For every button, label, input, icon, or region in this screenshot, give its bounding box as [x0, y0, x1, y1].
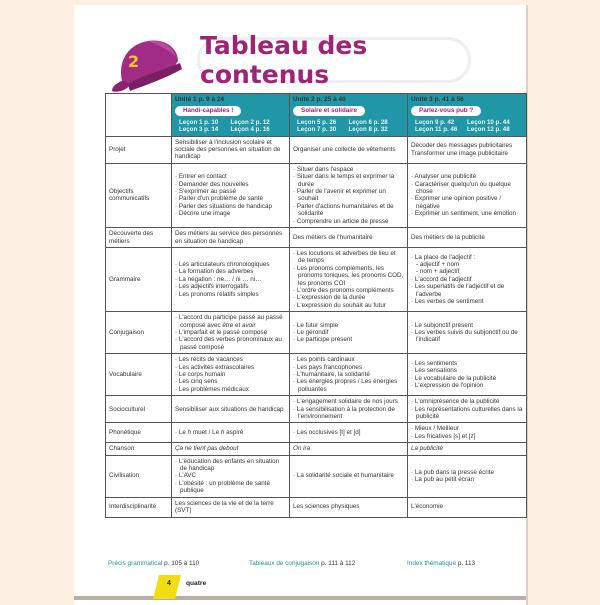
list-item: · Exprimer un sentiment, une émotion — [411, 210, 523, 217]
page-title: Tableau des contenus — [200, 31, 368, 89]
row-label: Interdisciplinarité — [106, 497, 172, 517]
list-item: · L'accord des verbes pronominaux au passé composé — [175, 336, 286, 351]
lesson-link: Leçon 1 p. 10 — [179, 118, 219, 126]
list-item: · Parler des situations de handicap — [175, 203, 286, 210]
row-chanson — [106, 443, 527, 455]
list-item: · Les pays francophones — [293, 364, 404, 371]
lesson-link: Leçon 10 p. 44 — [467, 118, 510, 126]
unit-title: Unité 3 p. 41 à 56 — [411, 96, 464, 103]
cell-u3: La publicité — [408, 443, 527, 455]
cell-u3 — [408, 163, 527, 227]
unit-1-header — [172, 94, 290, 137]
list-item: · Le h muet / Le h aspiré — [175, 429, 286, 436]
cell-u2 — [290, 455, 408, 497]
list-item: · La solidarité sociale et humanitaire — [293, 472, 404, 479]
sub-item: - adjectif + nom — [416, 261, 460, 269]
list-item: · Demander des nouvelles — [175, 181, 286, 188]
list-item: · Analyser une publicité — [411, 173, 523, 180]
page-number-word: quatre — [186, 580, 207, 587]
list-item: · Les activités extrascolaires — [175, 364, 286, 371]
list-item: · Caractériser quelqu'un ou quelque chose — [411, 181, 523, 196]
unit-theme: Parlez-vous pub ? — [411, 106, 481, 115]
cell-u1 — [172, 247, 290, 311]
row-interdisciplinarite — [106, 497, 527, 517]
cell-u3 — [408, 423, 527, 443]
lesson-list — [293, 119, 404, 134]
row-label: Civilisation — [106, 455, 172, 497]
cell-u1: Sensibiliser à l'inclusion scolaire et sociale des personnes en situation de handicap — [172, 136, 290, 163]
sub-item: - nom + adjectif — [416, 268, 460, 276]
cap-number: 2 — [128, 52, 140, 71]
cell-u3: Des métiers de la publicité — [408, 228, 527, 248]
lesson-link: Leçon 8 p. 32 — [348, 126, 388, 134]
list-item: · Les cinq sens — [175, 378, 286, 385]
lesson-link: Leçon 11 p. 46 — [415, 126, 458, 134]
list-item: · Le corps humain — [175, 371, 286, 378]
cell-u3 — [408, 354, 527, 396]
list-item: · La pub dans la presse écrite — [411, 469, 523, 476]
list-item: · Les superlatifs de l'adjectif et de l'adverbe — [411, 283, 523, 298]
row-phonetique — [106, 423, 527, 443]
cell-u3 — [408, 455, 527, 497]
list-item: · L'AVC — [175, 472, 286, 479]
cell-u2: Des métiers de l'humanitaire — [290, 228, 408, 248]
list-item: · Le subjonctif présent — [411, 322, 523, 329]
footer-precis — [108, 560, 199, 567]
list-item: · Décrire une image — [175, 210, 286, 217]
list-item: · Les récits de vacances — [175, 356, 286, 363]
cell-u3 — [408, 312, 527, 354]
list-item: · L'expression de la durée — [293, 294, 404, 301]
row-label: Grammaire — [106, 247, 172, 311]
list-item: · Parler d'actions humanitaires et de solidarité — [293, 203, 404, 218]
row-socioculturel — [106, 396, 527, 423]
lesson-list — [411, 119, 523, 134]
cell-u1 — [172, 163, 290, 227]
list-item: · L'imparfait et le passé composé — [175, 329, 286, 336]
list-item: · Les énergies propres / Les énergies polluantes — [293, 378, 404, 393]
footer-pages: p. 111 à 112 — [321, 560, 356, 567]
list-item: · L'ordre des pronoms compléments — [293, 287, 404, 294]
cell-u1: Sensibiliser aux situations de handicap — [172, 396, 290, 423]
row-label: Découverte des métiers — [106, 228, 172, 248]
list-item: · Le futur simple — [293, 322, 404, 329]
row-objectifs — [106, 163, 527, 227]
cell-u3 — [408, 136, 527, 163]
cell-u2 — [290, 163, 408, 227]
cell-u2 — [290, 312, 408, 354]
row-label: Vocabulaire — [106, 354, 172, 396]
row-label: Chanson — [106, 443, 172, 455]
list-item: · Le vocabulaire de la publicité — [411, 375, 523, 382]
contents-table — [105, 93, 527, 518]
list-item: · L'accord du participe passé au passé composé avec être et avoir — [175, 314, 286, 329]
list-item: · Les locutions et adverbes de lieu et de temps — [293, 250, 404, 265]
footer-label: Index thématique — [407, 560, 457, 567]
lesson-link: Leçon 7 p. 30 — [297, 126, 337, 134]
list-item: · Les verbes de sentiment — [411, 298, 523, 305]
lesson-link: Leçon 6 p. 28 — [348, 118, 388, 126]
list-item: · Parler de l'avenir et exprimer un souhait — [293, 188, 404, 203]
cap-icon — [108, 33, 190, 95]
lesson-link: Leçon 12 p. 48 — [467, 126, 510, 134]
row-label: Objectifs communicatifs — [106, 163, 172, 227]
lesson-link: Leçon 4 p. 16 — [230, 126, 270, 134]
list-item: · Les pronoms compléments, les pronoms toniques, les pronoms COD, les pronoms COI — [293, 265, 404, 287]
unit-theme: Solaire et solidaire — [293, 106, 365, 115]
unit-2-header — [290, 94, 408, 137]
footer-label: Précis grammatical — [108, 560, 163, 567]
cell-u2: On ira — [290, 443, 408, 455]
footer-conjugaison — [249, 560, 355, 567]
row-label: Projet — [106, 136, 172, 163]
list-item: · Parler d'un problème de santé — [175, 195, 286, 202]
units-header-row — [106, 94, 527, 137]
list-item: · Le gérondif — [293, 329, 404, 336]
cell-u2: Les sciences physiques — [290, 497, 408, 517]
header-corner — [106, 94, 172, 137]
list-item: · Situer dans le temps et exprimer la durée — [293, 173, 404, 188]
list-item: · L'accord de l'adjectif — [411, 276, 523, 283]
row-metiers — [106, 228, 527, 248]
cell-u1 — [172, 423, 290, 443]
list-item: · Les occlusives [t] et [d] — [293, 429, 404, 436]
list-item: · S'exprimer au passé — [175, 188, 286, 195]
list-item: · Mieux / Meilleur — [411, 425, 523, 432]
unit-theme: Handi-capables ! — [175, 106, 241, 115]
list-item: · L'expression de l'opinion — [411, 382, 523, 389]
list-item: · Entrer en contact — [175, 173, 286, 180]
footer-label: Tableaux de conjugaison — [249, 560, 320, 567]
list-item: · Les points cardinaux — [293, 356, 404, 363]
list-item: · L'humanitaire, la solidarité — [293, 371, 404, 378]
list-item: · L'engagement solidaire de nos jours — [293, 398, 404, 405]
row-label: Phonétique — [106, 423, 172, 443]
lesson-link: Leçon 9 p. 42 — [415, 118, 455, 126]
lesson-link: Leçon 3 p. 14 — [179, 126, 219, 134]
list-item: · L'omniprésence de la publicité — [411, 398, 523, 405]
row-projet — [106, 136, 527, 163]
list-item: · Les sentiments — [411, 360, 523, 367]
list-item: · Les articulateurs chronologiques — [175, 261, 286, 268]
cell-u1: Les sciences de la vie et de la terre (SVT) — [172, 497, 290, 517]
cell-u2 — [290, 247, 408, 311]
list-item: · Les représentations culturelles dans la publicité — [411, 406, 523, 421]
cell-line: Transformer une image publicitaire — [411, 149, 509, 157]
list-item: · La place de l'adjectif : — [411, 254, 523, 261]
cell-u3: L'économie — [408, 497, 527, 517]
cell-u1 — [172, 312, 290, 354]
cell-u2 — [290, 354, 408, 396]
row-vocabulaire — [106, 354, 527, 396]
page-number: 4 — [167, 580, 171, 587]
list-item: · L'obésité : un problème de santé publique — [175, 480, 286, 495]
list-item: · Exprimer une opinion positive / négative — [411, 195, 523, 210]
list-item: · L'expression du souhait au futur — [293, 302, 404, 309]
list-item: · La sensibilisation à la protection de l'environnement — [293, 406, 404, 421]
title-banner — [200, 31, 468, 89]
lesson-list — [175, 119, 286, 134]
unit-title: Unité 2 p. 25 à 40 — [293, 96, 346, 103]
list-item: · Les pronoms relatifs simples — [175, 291, 286, 298]
list-item: · Les verbes suivis du subjonctif ou de l'indicatif — [411, 329, 523, 344]
cell-u3 — [408, 396, 527, 423]
unit-title: Unité 1 p. 9 à 24 — [175, 96, 225, 103]
cell-u2 — [290, 423, 408, 443]
list-item: · Situer dans l'espace — [293, 166, 404, 173]
lesson-link: Leçon 5 p. 26 — [297, 118, 337, 126]
list-item: · Comprendre un article de presse — [293, 218, 404, 225]
list-item: · Les sensations — [411, 367, 523, 374]
cell-u1 — [172, 354, 290, 396]
footer-pages: p. 113 — [457, 560, 476, 567]
list-item: · Le participe présent — [293, 336, 404, 343]
cell-u3 — [408, 247, 527, 311]
row-label: Conjugaison — [106, 312, 172, 354]
list-item: · Les adjectifs interrogatifs — [175, 283, 286, 290]
cell-u1 — [172, 455, 290, 497]
row-label: Socioculturel — [106, 396, 172, 423]
cell-u2 — [290, 396, 408, 423]
footer-index — [407, 560, 475, 567]
footer-pages: p. 105 à 110 — [164, 560, 200, 567]
page-edge — [74, 596, 526, 600]
list-item: · La pub au petit écran — [411, 476, 523, 483]
cell-line: Décoder des messages publicitaires — [411, 142, 513, 150]
list-item: · La négation : ne… / ni … ni… — [175, 276, 286, 283]
row-grammaire — [106, 247, 527, 311]
list-item: · Les problèmes médicaux — [175, 386, 286, 393]
list-item: · L'éducation des enfants en situation de handicap — [175, 458, 286, 473]
cell-u1: Des métiers au service des personnes en situation de handicap — [172, 228, 290, 248]
cell-u1: Ça ne tient pas debout — [172, 443, 290, 455]
row-conjugaison — [106, 312, 527, 354]
cell-u2: Organiser une collecte de vêtements — [290, 136, 408, 163]
list-item: · Les fricatives [s] et [z] — [411, 433, 523, 440]
unit-3-header — [408, 94, 527, 137]
row-civilisation — [106, 455, 527, 497]
list-item: · La formation des adverbes — [175, 268, 286, 275]
lesson-link: Leçon 2 p. 12 — [230, 118, 270, 126]
